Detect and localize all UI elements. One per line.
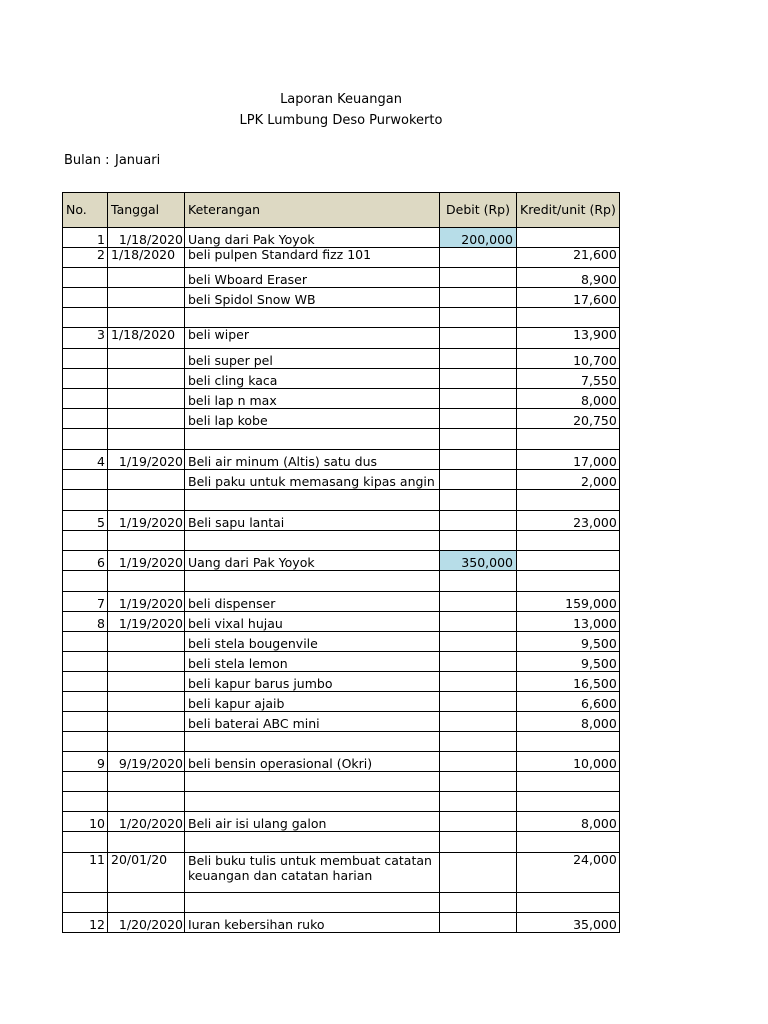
- cell-debit: [440, 429, 517, 450]
- cell-date: [108, 652, 185, 672]
- cell-debit: [440, 450, 517, 470]
- cell-credit: 8,900: [517, 268, 620, 288]
- cell-desc: beli kapur ajaib: [185, 692, 440, 712]
- table-row: [63, 853, 620, 893]
- cell-desc: beli pulpen Standard fizz 101: [185, 248, 440, 268]
- cell-desc: Beli air isi ulang galon: [185, 812, 440, 832]
- col-header-desc: Keterangan: [185, 193, 440, 228]
- cell-debit: 350,000: [440, 551, 517, 571]
- cell-desc: [185, 429, 440, 450]
- cell-credit: 2,000: [517, 470, 620, 490]
- report-subtitle: LPK Lumbung Deso Purwokerto: [239, 113, 443, 128]
- cell-credit: 9,500: [517, 652, 620, 672]
- cell-credit: [517, 792, 620, 812]
- cell-date: [108, 470, 185, 490]
- cell-debit: [440, 268, 517, 288]
- cell-no: [63, 429, 108, 450]
- cell-credit: 16,500: [517, 672, 620, 692]
- cell-date: [108, 429, 185, 450]
- table-row: [63, 571, 620, 592]
- cell-credit: 159,000: [517, 592, 620, 612]
- cell-desc: beli Spidol Snow WB: [185, 288, 440, 308]
- cell-desc: beli dispenser: [185, 592, 440, 612]
- cell-date: 1/20/2020: [108, 812, 185, 832]
- cell-no: [63, 389, 108, 409]
- cell-desc: [185, 490, 440, 511]
- cell-desc: Beli air minum (Altis) satu dus: [185, 450, 440, 470]
- cell-date: [108, 712, 185, 732]
- cell-desc: beli wiper: [185, 328, 440, 349]
- cell-desc: beli cling kaca: [185, 369, 440, 389]
- table-row: [63, 409, 620, 429]
- cell-desc: Uang dari Pak Yoyok: [185, 551, 440, 571]
- cell-no: [63, 470, 108, 490]
- cell-no: 2: [63, 248, 108, 268]
- cell-credit: 35,000: [517, 913, 620, 933]
- cell-no: [63, 893, 108, 913]
- cell-no: [63, 792, 108, 812]
- table-row: [63, 429, 620, 450]
- table-row: [63, 752, 620, 772]
- cell-debit: [440, 853, 517, 893]
- cell-desc: beli Wboard Eraser: [185, 268, 440, 288]
- table-row: [63, 812, 620, 832]
- cell-credit: 8,000: [517, 389, 620, 409]
- report-title: Laporan Keuangan: [280, 92, 402, 107]
- cell-desc: beli bensin operasional (Okri): [185, 752, 440, 772]
- cell-credit: 17,000: [517, 450, 620, 470]
- table-row: [63, 913, 620, 933]
- cell-no: 9: [63, 752, 108, 772]
- cell-credit: [517, 893, 620, 913]
- cell-date: [108, 268, 185, 288]
- table-row: [63, 349, 620, 369]
- cell-credit: 21,600: [517, 248, 620, 268]
- cell-date: 1/20/2020: [108, 913, 185, 933]
- cell-desc: [185, 571, 440, 592]
- cell-date: 1/18/2020: [108, 328, 185, 349]
- cell-desc: beli kapur barus jumbo: [185, 672, 440, 692]
- cell-desc: beli stela lemon: [185, 652, 440, 672]
- cell-credit: 8,000: [517, 712, 620, 732]
- cell-no: [63, 632, 108, 652]
- cell-debit: [440, 369, 517, 389]
- cell-desc: Uang dari Pak Yoyok: [185, 228, 440, 248]
- cell-no: [63, 692, 108, 712]
- cell-debit: [440, 248, 517, 268]
- cell-no: 11: [63, 853, 108, 893]
- cell-date: [108, 571, 185, 592]
- table-row: [63, 511, 620, 531]
- cell-no: [63, 349, 108, 369]
- cell-desc: Beli buku tulis untuk membuat catatan keuangan dan catatan harian: [185, 853, 440, 893]
- cell-debit: [440, 470, 517, 490]
- table-row: [63, 692, 620, 712]
- cell-desc: [185, 308, 440, 328]
- cell-credit: 10,000: [517, 752, 620, 772]
- cell-credit: 13,000: [517, 612, 620, 632]
- table-row: [63, 308, 620, 328]
- cell-desc: beli lap n max: [185, 389, 440, 409]
- cell-date: 9/19/2020: [108, 752, 185, 772]
- table-row: [63, 450, 620, 470]
- cell-date: [108, 732, 185, 752]
- table-row: [63, 288, 620, 308]
- table-row: [63, 632, 620, 652]
- cell-date: 1/18/2020: [108, 228, 185, 248]
- cell-no: [63, 652, 108, 672]
- table-row: [63, 832, 620, 853]
- table-row: [63, 369, 620, 389]
- cell-credit: 24,000: [517, 853, 620, 893]
- cell-no: [63, 732, 108, 752]
- cell-no: 8: [63, 612, 108, 632]
- cell-no: [63, 369, 108, 389]
- cell-credit: [517, 429, 620, 450]
- cell-credit: 20,750: [517, 409, 620, 429]
- cell-credit: [517, 832, 620, 853]
- cell-no: [63, 308, 108, 328]
- table-row: [63, 551, 620, 571]
- cell-no: 3: [63, 328, 108, 349]
- cell-date: 1/19/2020: [108, 551, 185, 571]
- cell-no: [63, 268, 108, 288]
- cell-credit: 17,600: [517, 288, 620, 308]
- cell-credit: [517, 531, 620, 551]
- cell-date: [108, 692, 185, 712]
- cell-debit: [440, 531, 517, 551]
- cell-no: 4: [63, 450, 108, 470]
- cell-debit: [440, 652, 517, 672]
- table-row: [63, 792, 620, 812]
- table-row: [63, 672, 620, 692]
- cell-desc: [185, 792, 440, 812]
- cell-date: [108, 893, 185, 913]
- table-row: [63, 268, 620, 288]
- cell-desc: [185, 531, 440, 551]
- cell-date: [108, 369, 185, 389]
- cell-credit: [517, 228, 620, 248]
- cell-desc: beli lap kobe: [185, 409, 440, 429]
- cell-no: [63, 832, 108, 853]
- cell-debit: [440, 913, 517, 933]
- cell-credit: 13,900: [517, 328, 620, 349]
- cell-date: [108, 490, 185, 511]
- cell-no: [63, 571, 108, 592]
- cell-debit: [440, 511, 517, 531]
- month-label: Bulan :: [64, 153, 110, 168]
- cell-date: [108, 672, 185, 692]
- table-row: [63, 772, 620, 792]
- cell-date: 1/19/2020: [108, 612, 185, 632]
- cell-credit: [517, 490, 620, 511]
- cell-date: [108, 832, 185, 853]
- cell-credit: [517, 772, 620, 792]
- cell-date: [108, 288, 185, 308]
- cell-date: 1/19/2020: [108, 511, 185, 531]
- table-row: [63, 470, 620, 490]
- cell-date: 1/19/2020: [108, 592, 185, 612]
- cell-credit: [517, 732, 620, 752]
- cell-desc: Beli sapu lantai: [185, 511, 440, 531]
- cell-desc: [185, 832, 440, 853]
- table-row: [63, 328, 620, 349]
- cell-debit: [440, 409, 517, 429]
- cell-debit: [440, 571, 517, 592]
- table-row: [63, 248, 620, 268]
- cell-no: 5: [63, 511, 108, 531]
- ledger-table: [62, 192, 620, 933]
- cell-credit: 7,550: [517, 369, 620, 389]
- cell-debit: [440, 288, 517, 308]
- cell-credit: [517, 551, 620, 571]
- cell-date: [108, 308, 185, 328]
- cell-debit: [440, 812, 517, 832]
- cell-debit: [440, 308, 517, 328]
- cell-debit: [440, 672, 517, 692]
- table-row: [63, 531, 620, 551]
- table-row: [63, 228, 620, 248]
- cell-desc: beli super pel: [185, 349, 440, 369]
- cell-desc: Beli paku untuk memasang kipas angin: [185, 470, 440, 490]
- cell-debit: [440, 692, 517, 712]
- cell-credit: [517, 308, 620, 328]
- cell-date: 1/19/2020: [108, 450, 185, 470]
- cell-date: [108, 389, 185, 409]
- cell-debit: [440, 592, 517, 612]
- table-row: [63, 389, 620, 409]
- cell-debit: [440, 772, 517, 792]
- table-row: [63, 893, 620, 913]
- cell-desc: [185, 732, 440, 752]
- table-row: [63, 612, 620, 632]
- cell-no: [63, 531, 108, 551]
- cell-desc: Iuran kebersihan ruko: [185, 913, 440, 933]
- table-row: [63, 652, 620, 672]
- cell-no: [63, 772, 108, 792]
- col-header-credit: Kredit/unit (Rp): [517, 193, 620, 228]
- cell-debit: [440, 732, 517, 752]
- cell-no: 12: [63, 913, 108, 933]
- table-row: [63, 732, 620, 752]
- cell-credit: 9,500: [517, 632, 620, 652]
- cell-no: [63, 288, 108, 308]
- cell-date: [108, 792, 185, 812]
- cell-debit: [440, 712, 517, 732]
- cell-debit: [440, 832, 517, 853]
- cell-debit: [440, 490, 517, 511]
- cell-date: 1/18/2020: [108, 248, 185, 268]
- cell-debit: [440, 632, 517, 652]
- cell-date: 20/01/20: [108, 853, 185, 893]
- cell-no: 1: [63, 228, 108, 248]
- cell-credit: 6,600: [517, 692, 620, 712]
- cell-debit: [440, 349, 517, 369]
- cell-no: [63, 409, 108, 429]
- col-header-debit: Debit (Rp): [440, 193, 517, 228]
- cell-credit: 8,000: [517, 812, 620, 832]
- cell-desc: beli stela bougenvile: [185, 632, 440, 652]
- cell-no: 10: [63, 812, 108, 832]
- cell-date: [108, 632, 185, 652]
- cell-date: [108, 531, 185, 551]
- cell-date: [108, 349, 185, 369]
- col-header-date: Tanggal: [108, 193, 185, 228]
- table-row: [63, 712, 620, 732]
- cell-no: [63, 490, 108, 511]
- cell-credit: 10,700: [517, 349, 620, 369]
- cell-no: [63, 712, 108, 732]
- cell-no: [63, 672, 108, 692]
- ledger-body: [63, 228, 620, 933]
- cell-debit: [440, 328, 517, 349]
- cell-no: 7: [63, 592, 108, 612]
- cell-debit: [440, 612, 517, 632]
- table-row: [63, 490, 620, 511]
- cell-date: [108, 772, 185, 792]
- cell-no: 6: [63, 551, 108, 571]
- month-value: Januari: [115, 153, 161, 168]
- col-header-no: No.: [63, 193, 108, 228]
- cell-desc: [185, 772, 440, 792]
- table-row: [63, 592, 620, 612]
- cell-debit: [440, 792, 517, 812]
- cell-date: [108, 409, 185, 429]
- cell-desc: beli vixal hujau: [185, 612, 440, 632]
- cell-desc: beli baterai ABC mini: [185, 712, 440, 732]
- table-header-row: [63, 193, 620, 228]
- cell-debit: [440, 389, 517, 409]
- cell-credit: [517, 571, 620, 592]
- cell-debit: [440, 893, 517, 913]
- cell-credit: 23,000: [517, 511, 620, 531]
- cell-debit: [440, 752, 517, 772]
- cell-desc: [185, 893, 440, 913]
- cell-debit: 200,000: [440, 228, 517, 248]
